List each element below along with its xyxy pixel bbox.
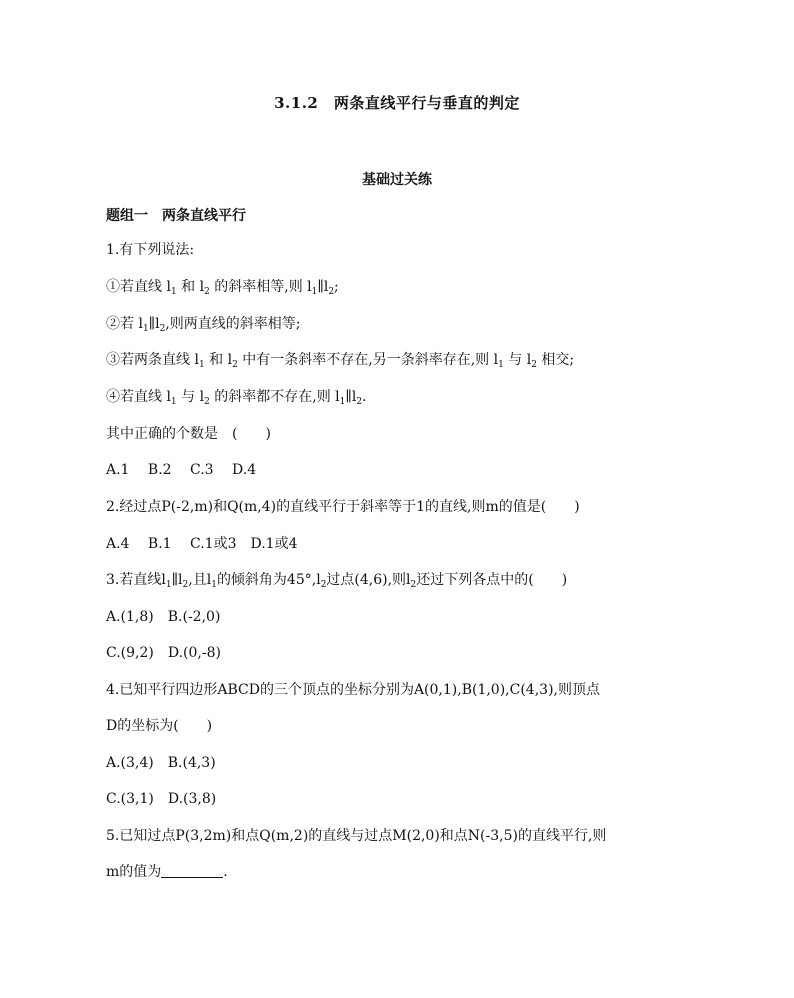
question-5-stem-1: 5.已知过点P(3,2m)和点Q(m,2)的直线与过点M(2,0)和点N(-3,5)的直线平行,则 — [106, 828, 607, 844]
question-1-statement-1: ①若直线 $l_1$ 和 $l_2$ 的斜率相等,则 $l_1\parallel l_2$; — [106, 279, 339, 297]
section-heading: 基础过关练 — [362, 172, 432, 188]
question-1-statement-2: ②若 $l_1\parallel l_2$,则两直线的斜率相等; — [106, 316, 301, 334]
question-1-statement-4: ④若直线 $l_1$ 与 $l_2$ 的斜率都不存在,则 $l_1\parallel l_2$. — [106, 389, 367, 407]
question-1-statement-3: ③若两条直线 $l_1$ 和 $l_2$ 中有一条斜率不存在,另一条斜率存在,则 $l_1$ 与 $l_2$ 相交; — [106, 352, 575, 370]
question-5-stem-2: m的值为 . — [106, 864, 228, 880]
answer-blank[interactable] — [161, 863, 223, 878]
question-1-ask: 其中正确的个数是 ( ) — [106, 426, 271, 442]
question-3-options-2: C.(9,2) D.(0,-8) — [106, 645, 221, 661]
question-1-stem: 1.有下列说法: — [106, 242, 195, 258]
group-heading: 题组一 两条直线平行 — [106, 208, 246, 224]
page-title: 3.1.2 两条直线平行与垂直的判定 — [274, 94, 520, 112]
question-3-options-1: A.(1,8) B.(-2,0) — [106, 609, 221, 625]
question-1-options: A.1 B.2 C.3 D.4 — [106, 462, 257, 478]
question-4-stem-1: 4.已知平行四边形ABCD的三个顶点的坐标分别为A(0,1),B(1,0),C(4,3),则顶点 — [106, 682, 600, 698]
question-3-stem: 3.若直线$l_1\parallel l_2$,且$l_1$的倾斜角为$45^\circ,l_2$过点(4,6),则$l_2$还过下列各点中的( ) — [106, 572, 568, 590]
question-4-options-2: C.(3,1) D.(3,8) — [106, 791, 217, 807]
question-4-options-1: A.(3,4) B.(4,3) — [106, 755, 216, 771]
question-2-stem: 2.经过点P(-2,m)和Q(m,4)的直线平行于斜率等于1的直线,则m的值是( ) — [106, 499, 580, 515]
question-4-stem-2: D的坐标为( ) — [106, 718, 213, 734]
question-2-options: A.4 B.1 C.1或3 D.1或4 — [106, 536, 298, 552]
